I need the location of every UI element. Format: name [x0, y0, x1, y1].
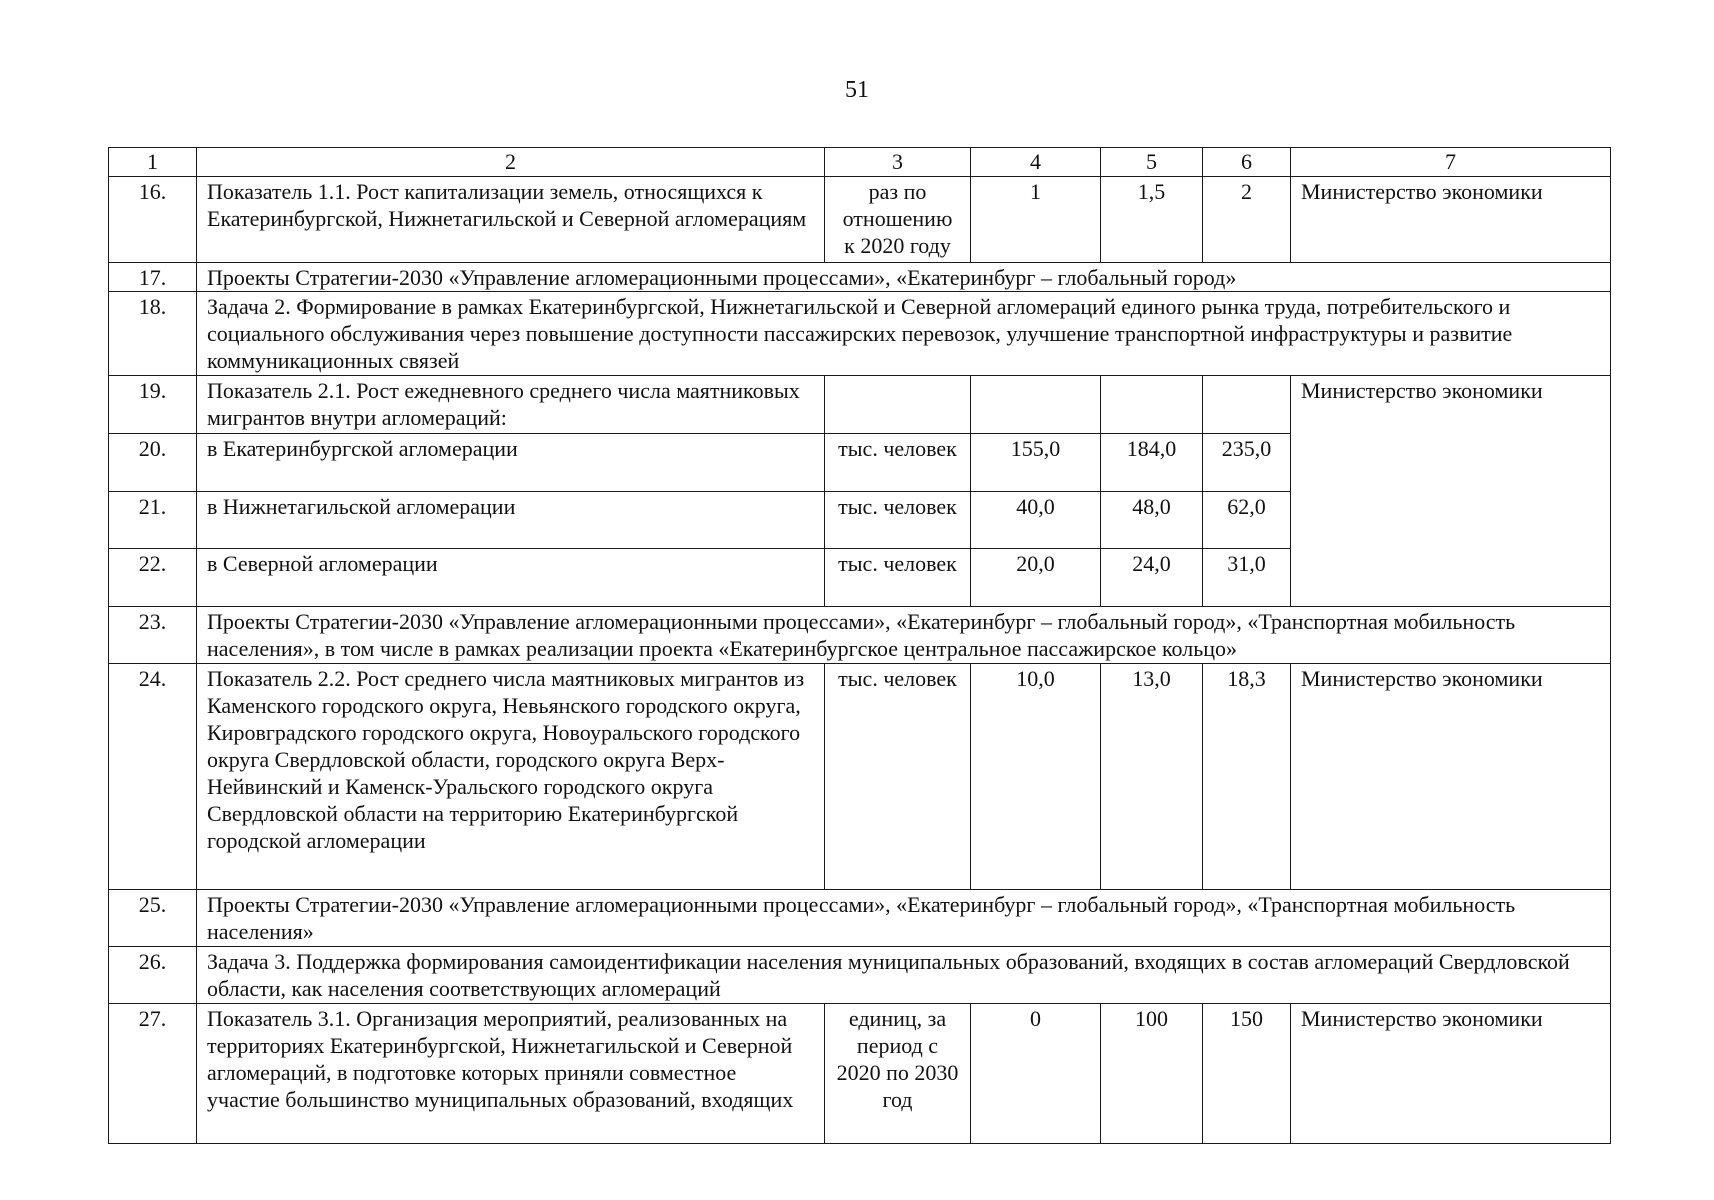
- row-value-col6: 31,0: [1203, 549, 1291, 607]
- table-row: [109, 890, 1611, 947]
- row-number: 20.: [109, 434, 197, 492]
- row-number: 18.: [109, 292, 197, 376]
- row-value-col6: 18,3: [1203, 664, 1291, 890]
- table-row: [109, 607, 1611, 664]
- row-value-col4: 1: [971, 177, 1101, 263]
- table-row: [109, 292, 1611, 376]
- row-number: 25.: [109, 890, 197, 947]
- row-responsible: Министерство экономики: [1291, 376, 1611, 607]
- row-description: в Екатеринбургской агломерации: [197, 434, 825, 492]
- table-row: [109, 263, 1611, 292]
- header-cell: 5: [1101, 148, 1203, 177]
- row-description: Показатель 2.1. Рост ежедневного среднего числа маятниковых мигрантов внутри агломераций:: [197, 376, 825, 434]
- row-unit: [825, 376, 971, 434]
- row-value-col5: 13,0: [1101, 664, 1203, 890]
- row-value-col6: 150: [1203, 1004, 1291, 1144]
- row-unit: единиц, за период с 2020 по 2030 год: [825, 1004, 971, 1144]
- row-value-col4: 40,0: [971, 492, 1101, 549]
- row-value-col5: 1,5: [1101, 177, 1203, 263]
- row-number: 23.: [109, 607, 197, 664]
- row-value-col5: 184,0: [1101, 434, 1203, 492]
- row-value-col4: 0: [971, 1004, 1101, 1144]
- row-number: 26.: [109, 947, 197, 1004]
- row-project-text: Проекты Стратегии-2030 «Управление агломерационными процессами», «Екатеринбург – глобальный город», «Транспортная мобильность населения»: [197, 890, 1611, 947]
- row-responsible: Министерство экономики: [1291, 177, 1611, 263]
- row-responsible: Министерство экономики: [1291, 664, 1611, 890]
- row-value-col5: [1101, 376, 1203, 434]
- row-description: Показатель 1.1. Рост капитализации земель, относящихся к Екатеринбургской, Нижнетагильской и Северной агломерациям: [197, 177, 825, 263]
- row-task-text: Задача 2. Формирование в рамках Екатеринбургской, Нижнетагильской и Северной агломераций единого рынка труда, потребительского и социального обслуживания через повышение доступности пассажирских перевозок, улучшение транспортной инфраструктуры и развитие коммуникационных связей: [197, 292, 1611, 376]
- row-value-col4: 20,0: [971, 549, 1101, 607]
- page-number: 51: [845, 77, 869, 103]
- row-value-col4: 155,0: [971, 434, 1101, 492]
- row-number: 24.: [109, 664, 197, 890]
- row-number: 16.: [109, 177, 197, 263]
- row-unit: раз по отношению к 2020 году: [825, 177, 971, 263]
- header-cell: 4: [971, 148, 1101, 177]
- row-value-col6: [1203, 376, 1291, 434]
- row-value-col4: [971, 376, 1101, 434]
- header-cell: 6: [1203, 148, 1291, 177]
- row-unit: тыс. человек: [825, 664, 971, 890]
- row-unit: тыс. человек: [825, 492, 971, 549]
- row-value-col6: 235,0: [1203, 434, 1291, 492]
- row-project-text: Проекты Стратегии-2030 «Управление агломерационными процессами», «Екатеринбург – глобальный город»: [197, 263, 1611, 292]
- table-row: [109, 947, 1611, 1004]
- row-unit: тыс. человек: [825, 549, 971, 607]
- table-header-row: [109, 148, 1611, 177]
- row-value-col6: 2: [1203, 177, 1291, 263]
- row-number: 19.: [109, 376, 197, 434]
- row-value-col5: 48,0: [1101, 492, 1203, 549]
- row-number: 27.: [109, 1004, 197, 1144]
- row-value-col5: 24,0: [1101, 549, 1203, 607]
- row-number: 21.: [109, 492, 197, 549]
- indicators-table: [108, 147, 1611, 1144]
- row-unit: тыс. человек: [825, 434, 971, 492]
- row-description: Показатель 3.1. Организация мероприятий, реализованных на территориях Екатеринбургской, Нижнетагильской и Северной агломераций, в подготовке которых приняли совместное участие большинство муниципальных образований, входящих: [197, 1004, 825, 1144]
- table-row: [109, 376, 1611, 434]
- row-value-col5: 100: [1101, 1004, 1203, 1144]
- table-row: [109, 177, 1611, 263]
- header-cell: 1: [109, 148, 197, 177]
- row-description: Показатель 2.2. Рост среднего числа маятниковых мигрантов из Каменского городского округа, Невьянского городского округа, Кировградского городского округа, Новоуральского городского округа Свердловской области, городского округа Верх-Нейвинский и Каменск-Уральского городского округа Свердловской области на территорию Екатеринбургской городской агломерации: [197, 664, 825, 890]
- row-description: в Северной агломерации: [197, 549, 825, 607]
- table-row: [109, 664, 1611, 890]
- row-responsible: Министерство экономики: [1291, 1004, 1611, 1144]
- row-task-text: Задача 3. Поддержка формирования самоидентификации населения муниципальных образований, входящих в состав агломераций Свердловской области, как населения соответствующих агломераций: [197, 947, 1611, 1004]
- row-description: в Нижнетагильской агломерации: [197, 492, 825, 549]
- row-number: 17.: [109, 263, 197, 292]
- table-row: [109, 1004, 1611, 1144]
- row-value-col6: 62,0: [1203, 492, 1291, 549]
- row-number: 22.: [109, 549, 197, 607]
- header-cell: 7: [1291, 148, 1611, 177]
- row-value-col4: 10,0: [971, 664, 1101, 890]
- header-cell: 3: [825, 148, 971, 177]
- header-cell: 2: [197, 148, 825, 177]
- row-project-text: Проекты Стратегии-2030 «Управление агломерационными процессами», «Екатеринбург – глобальный город», «Транспортная мобильность населения», в том числе в рамках реализации проекта «Екатеринбургское центральное пассажирское кольцо»: [197, 607, 1611, 664]
